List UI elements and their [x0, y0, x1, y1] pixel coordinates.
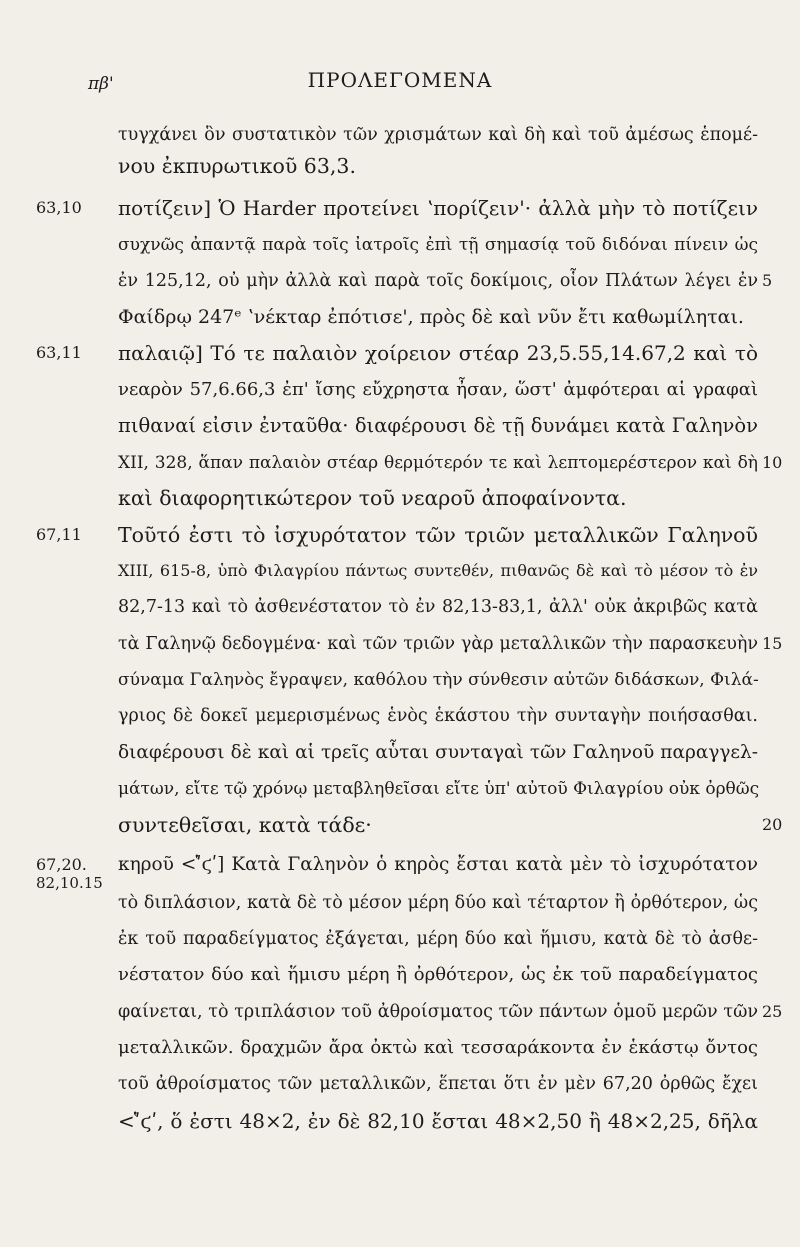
text-line: νεαρὸν 57,6.66,3 ἐπ' ἴσης εὔχρηστα ἦσαν, ὥστ' ἀμφότεραι αἱ γραφαὶ — [118, 379, 758, 400]
text-line: μεταλλικῶν. δραχμῶν ἄρα ὀκτὼ καὶ τεσσαράκοντα ἐν ἑκάστῳ ὄντος — [118, 1037, 758, 1058]
text-line: σύναμα Γαληνὸς ἔγραψεν, καθόλου τὴν σύνθεσιν αὐτῶν διδάσκων, Φιλά- — [118, 670, 759, 690]
text-line: πιθαναί εἰσιν ἐνταῦθα· διαφέρουσι δὲ τῇ δυνάμει κατὰ Γαληνὸν — [118, 414, 758, 437]
text-line: ἐκ τοῦ παραδείγματος ἐξάγεται, μέρη δύο καὶ ἥμισυ, κατὰ δὲ τὸ ἀσθε- — [118, 929, 758, 949]
margin-reference: 67,20. — [36, 855, 87, 874]
text-line: διαφέρουσι δὲ καὶ αἱ τρεῖς αὗται συνταγαὶ τῶν Γαληνοῦ παραγγελ- — [118, 742, 758, 763]
text-line: 82,7-13 καὶ τὸ ἀσθενέστατον τὸ ἐν 82,13-83,1, ἀλλ' οὐκ ἀκριβῶς κατὰ — [118, 597, 758, 617]
text-line: γριος δὲ δοκεῖ μεμερισμένως ἑνὸς ἑκάστου τὴν συνταγὴν ποιήσασθαι. — [118, 706, 758, 726]
text-line: τυγχάνει ὃν συστατικὸν τῶν χρισμάτων καὶ δὴ καὶ τοῦ ἀμέσως ἑπομέ- — [118, 125, 758, 145]
text-line: XIII, 615-8, ὑπὸ Φιλαγρίου πάντως συντεθέν, πιθανῶς δὲ καὶ τὸ μέσον τὸ ἐν — [118, 561, 758, 580]
text-line: τοῦ ἀθροίσματος τῶν μεταλλικῶν, ἕπεται ὅτι ἐν μὲν 67,20 ὀρθῶς ἔχει — [118, 1074, 758, 1094]
text-line: τὸ διπλάσιον, κατὰ δὲ τὸ μέσον μέρη δύο καὶ τέταρτον ἢ ὀρθότερον, ὡς — [118, 893, 758, 913]
text-line: νέστατον δύο καὶ ἥμισυ μέρη ἢ ὀρθότερον, ὡς ἐκ τοῦ παραδείγματος — [118, 964, 758, 985]
text-line: συντεθεῖσαι, κατὰ τάδε· — [118, 813, 372, 837]
line-number: 10 — [762, 453, 783, 472]
text-line: φαίνεται, τὸ τριπλάσιον τοῦ ἀθροίσματος τῶν πάντων ὁμοῦ μερῶν τῶν — [118, 1002, 758, 1022]
margin-reference: 82,10.15 — [36, 874, 103, 892]
text-line: συχνῶς ἀπαντᾷ παρὰ τοῖς ἰατροῖς ἐπὶ τῇ σημασίᾳ τοῦ διδόναι πίνειν ὡς — [118, 235, 758, 255]
text-line: μάτων, εἴτε τῷ χρόνῳ μεταβληθεῖσαι εἴτε ὑπ' αὐτοῦ Φιλαγρίου οὐκ ὀρθῶς — [118, 779, 760, 799]
text-line: Τοῦτό ἐστι τὸ ἰσχυρότατον τῶν τριῶν μεταλλικῶν Γαληνοῦ — [118, 523, 758, 547]
text-line: Φαίδρῳ 247ᵉ ʽνέκταρ ἐπότισε', πρὸς δὲ καὶ νῦν ἔτι καθωμίληται. — [118, 306, 744, 328]
line-number: 25 — [762, 1002, 783, 1021]
text-line: ποτίζειν] Ὁ Harder προτείνει ʽπορίζειν'· ἀλλὰ μὴν τὸ ποτίζειν — [118, 196, 758, 220]
text-line: τὰ Γαληνῷ δεδογμένα· καὶ τῶν τριῶν γὰρ μεταλλικῶν τὴν παρασκευὴν — [118, 634, 758, 654]
text-line: ἐν 125,12, οὐ μὴν ἀλλὰ καὶ παρὰ τοῖς δοκίμοις, οἷον Πλάτων λέγει ἐν — [118, 271, 758, 291]
margin-reference: 67,11 — [36, 525, 82, 544]
text-line: παλαιῷ] Τό τε παλαιὸν χοίρειον στέαρ 23,5.55,14.67,2 καὶ τὸ — [118, 341, 758, 365]
margin-reference: 63,11 — [36, 343, 82, 362]
text-line: κηροῦ <ʹ̔ϛʹ] Κατὰ Γαληνὸν ὁ κηρὸς ἔσται κατὰ μὲν τὸ ἰσχυρότατον — [118, 854, 758, 875]
margin-reference: 63,10 — [36, 198, 82, 217]
running-title: ΠΡΟΛΕΓΟΜΕΝΑ — [307, 68, 493, 92]
text-line: νου ἐκπυρωτικοῦ 63,3. — [118, 154, 356, 178]
line-number: 5 — [762, 271, 773, 290]
text-line: XII, 328, ἅπαν παλαιὸν στέαρ θερμότερόν τε καὶ λεπτομερέστερον καὶ δὴ — [118, 453, 758, 473]
page-number: πβ' — [88, 74, 114, 94]
line-number: 20 — [762, 815, 783, 834]
text-line: <ʹ̔ϛʹ, ὅ ἐστι 48×2, ἐν δὲ 82,10 ἔσται 48×2,50 ἢ 48×2,25, δῆλα — [118, 1109, 758, 1133]
line-number: 15 — [762, 634, 783, 653]
text-line: καὶ διαφορητικώτερον τοῦ νεαροῦ ἀποφαίνοντα. — [118, 486, 627, 510]
